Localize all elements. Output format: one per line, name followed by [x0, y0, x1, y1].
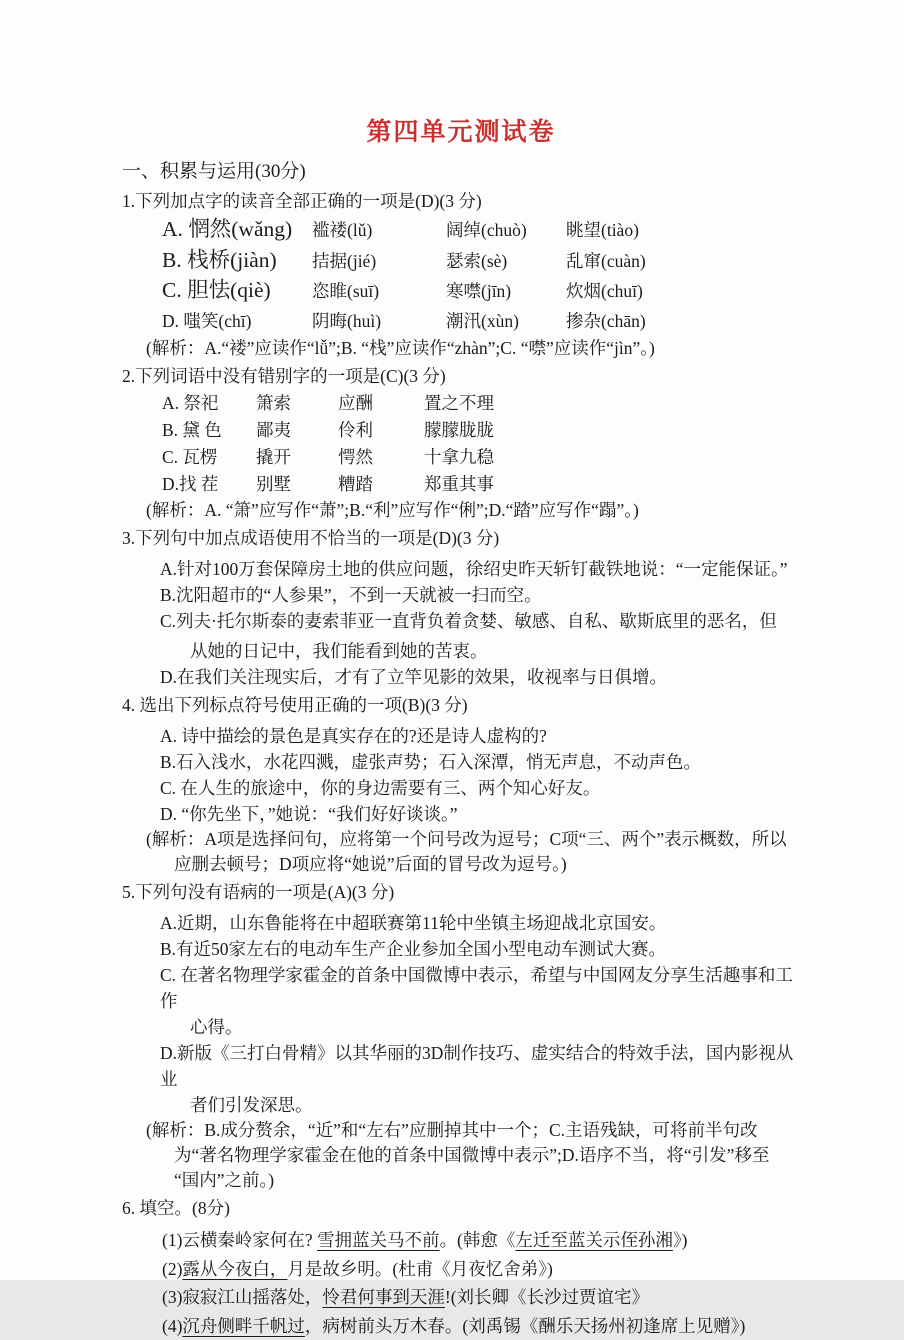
q6-answer-underlined: 露从今夜白， — [182, 1259, 287, 1279]
q6-text: ，病树前头万木春。(刘禹锡《酬乐天扬州初逢席上见赠》) — [305, 1316, 745, 1336]
q3-option-d: D.在我们关注现实后，才有了立竿见影的效果，收视率与日俱增。 — [122, 664, 800, 690]
q6-text: !(刘长卿《长沙过贾谊宅》 — [445, 1287, 649, 1307]
q4-option-b: B.石入浅水，水花四溅，虚张声势；石入深潭，悄无声息，不动声色。 — [122, 749, 800, 775]
q5-option-b: B.有近50家左右的电动车生产企业参加全国小型电动车测试大赛。 — [122, 936, 800, 962]
q5-option-d: D.新版《三打白骨精》以其华丽的3D制作技巧、虚实结合的特效手法，国内影视从业 — [122, 1040, 800, 1092]
q6-text: (2) — [162, 1259, 182, 1279]
q6-item-3 — [122, 1283, 800, 1312]
q1-cell: 寒噤(jīn) — [446, 277, 566, 307]
q2-stem: 2.下列词语中没有错别字的一项是(C)(3 分) — [122, 363, 800, 390]
q2-cell: B. 黛 色 — [162, 417, 256, 444]
q2-cell: 愕然 — [338, 444, 424, 471]
q1-cell: 炊烟(chuī) — [566, 277, 800, 307]
q1-cell: 潮汛(xùn) — [446, 307, 566, 337]
q2-cell: 箫索 — [256, 390, 338, 417]
q2-row-d — [122, 471, 800, 498]
q3-stem: 3.下列句中加点成语使用不恰当的一项是(D)(3 分) — [122, 525, 800, 552]
q6-item-1 — [122, 1226, 800, 1255]
q4-option-c: C. 在人生的旅途中，你的身边需要有三、两个知心好友。 — [122, 775, 800, 801]
q5-analysis-line2: 为“著名物理学家霍金在他的首条中国微博中表示”;D.语序不当，将“引发”移至 — [122, 1143, 800, 1168]
q1-cell: 恣睢(suī) — [312, 277, 446, 307]
q5-stem: 5.下列句没有语病的一项是(A)(3 分) — [122, 879, 800, 906]
q5-option-a: A.近期，山东鲁能将在中超联赛第11轮中坐镇主场迎战北京国安。 — [122, 910, 800, 936]
q1-cell: C. 胆怯(qiè) — [162, 276, 312, 306]
q3-option-b: B.沈阳超市的“人参果”，不到一天就被一扫而空。 — [122, 582, 800, 608]
q4-option-d: D. “你先坐下，”她说：“我们好好谈谈。” — [122, 801, 800, 827]
q1-cell: D. 嗤笑(chī) — [162, 307, 312, 337]
q6-source-underlined: 左迁至蓝关示侄孙湘 — [515, 1230, 673, 1250]
q1-stem: 1.下列加点字的读音全部正确的一项是(D)(3 分) — [122, 188, 800, 215]
q6-answer-underlined: 雪拥蓝关马不前 — [317, 1230, 440, 1250]
q2-row-b — [122, 417, 800, 444]
q5-analysis-line1: (解析：B.成分赘余，“近”和“左右”应删掉其中一个；C.主语残缺，可将前半句改 — [122, 1118, 800, 1143]
q6-text: 月是故乡明。(杜甫《月夜忆舍弟》) — [287, 1259, 552, 1279]
q2-cell: 别墅 — [256, 471, 338, 498]
q2-cell: 置之不理 — [424, 390, 800, 417]
q6-item-2 — [122, 1255, 800, 1284]
q5-option-c: C. 在著名物理学家霍金的首条中国微博中表示，希望与中国网友分享生活趣事和工作 — [122, 962, 800, 1014]
q2-cell: 十拿九稳 — [424, 444, 800, 471]
q4-analysis-line2: 应删去顿号；D项应将“她说”后面的冒号改为逗号。) — [122, 852, 800, 877]
q1-cell: 眺望(tiào) — [566, 216, 800, 246]
q2-cell: 郑重其事 — [424, 471, 800, 498]
q6-text: 》) — [673, 1230, 688, 1250]
q6-stem: 6. 填空。(8分) — [122, 1195, 800, 1222]
q1-cell: 阴晦(huì) — [312, 307, 446, 337]
q4-analysis-line1: (解析：A项是选择问句，应将第一个问号改为逗号；C项“三、两个”表示概数，所以 — [122, 827, 800, 852]
q2-cell: C. 瓦楞 — [162, 444, 256, 471]
q1-row-c — [122, 276, 800, 307]
q2-analysis: (解析：A. “箫”应写作“萧”;B.“利”应写作“俐”;D.“踏”应写作“蹋”。) — [122, 498, 800, 523]
q6-text: 。(韩愈《 — [440, 1230, 516, 1250]
q3-option-c-cont: 从她的日记中，我们能看到她的苦衷。 — [122, 638, 800, 664]
q1-cell: B. 栈桥(jiàn) — [162, 246, 312, 276]
q6-item-4 — [122, 1312, 800, 1340]
q6-text: (4) — [162, 1316, 182, 1336]
section-heading: 一、积累与运用(30分) — [122, 158, 800, 186]
q2-cell: 应酬 — [338, 390, 424, 417]
q2-cell: 撬开 — [256, 444, 338, 471]
q2-cell: A. 祭祀 — [162, 390, 256, 417]
q3-option-a: A.针对100万套保障房土地的供应问题，徐绍史昨天斩钉截铁地说：“一定能保证。” — [122, 556, 800, 582]
q2-cell: 伶利 — [338, 417, 424, 444]
q4-option-a: A. 诗中描绘的景色是真实存在的?还是诗人虚构的? — [122, 723, 800, 749]
q6-text: (1)云横秦岭家何在? — [162, 1230, 317, 1250]
q1-cell: 乱窜(cuàn) — [566, 247, 800, 277]
q1-analysis: (解析：A.“褛”应读作“lǚ”;B. “栈”应读作“zhàn”;C. “噤”应读作“jìn”。) — [122, 336, 800, 361]
q5-option-d-cont: 者们引发深思。 — [122, 1092, 800, 1118]
q1-row-a — [122, 215, 800, 246]
q4-stem: 4. 选出下列标点符号使用正确的一项(B)(3 分) — [122, 692, 800, 719]
q2-row-c — [122, 444, 800, 471]
q6-text: (3)寂寂江山摇落处， — [162, 1287, 322, 1307]
q5-option-c-cont: 心得。 — [122, 1014, 800, 1040]
q1-cell: 褴褛(lǔ) — [312, 216, 446, 246]
q3-option-c: C.列夫·托尔斯泰的妻索菲亚一直背负着贪婪、敏感、自私、歇斯底里的恶名，但 — [122, 608, 800, 634]
q2-cell: D.找 茬 — [162, 471, 256, 498]
q1-row-d — [122, 307, 800, 337]
q5-analysis-line3: “国内”之前。) — [122, 1168, 800, 1193]
q1-cell: 掺杂(chān) — [566, 307, 800, 337]
q2-cell: 鄙夷 — [256, 417, 338, 444]
q1-row-b — [122, 246, 800, 277]
q2-cell: 糟踏 — [338, 471, 424, 498]
q6-answer-underlined: 怜君何事到天涯 — [322, 1287, 445, 1307]
q1-cell: 阔绰(chuò) — [446, 216, 566, 246]
q6-answer-underlined: 沉舟侧畔千帆过 — [182, 1316, 305, 1336]
page-title: 第四单元测试卷 — [122, 112, 800, 148]
q1-cell: 拮据(jié) — [312, 247, 446, 277]
q2-row-a — [122, 390, 800, 417]
q1-cell: 瑟索(sè) — [446, 247, 566, 277]
q2-cell: 朦朦胧胧 — [424, 417, 800, 444]
q1-cell: A. 惘然(wǎng) — [162, 215, 312, 245]
